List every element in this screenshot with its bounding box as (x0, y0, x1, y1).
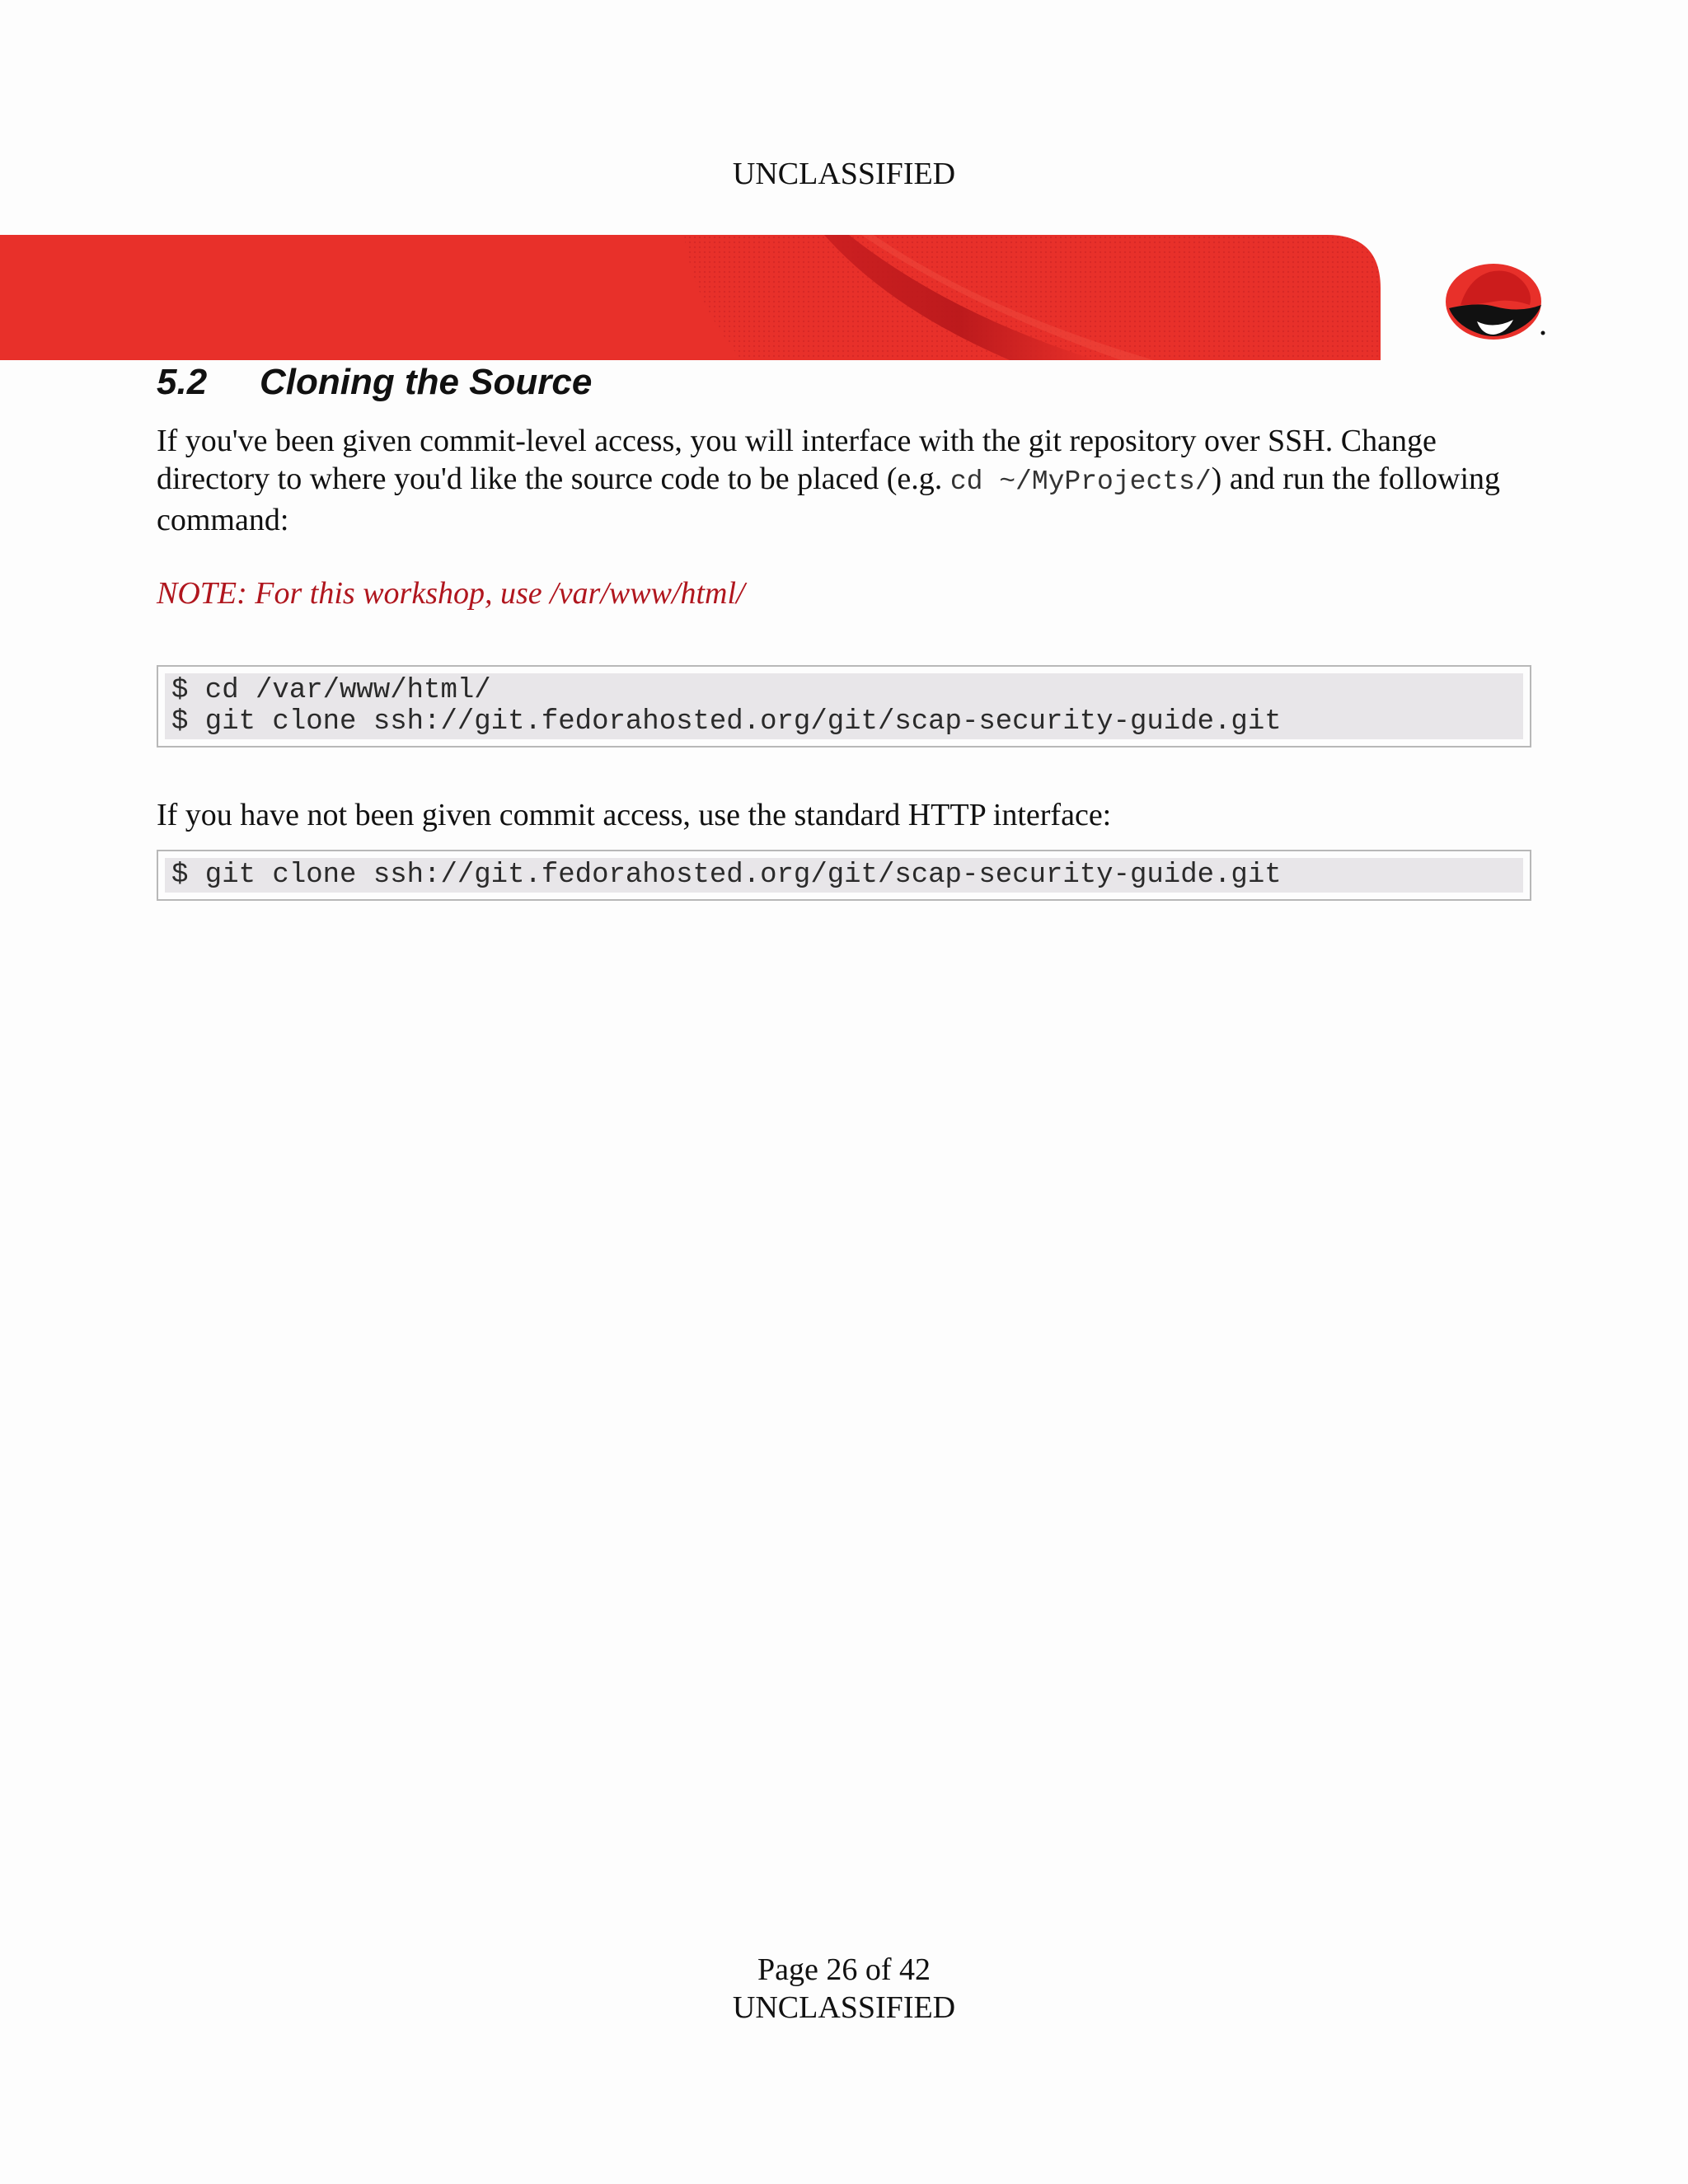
page-number: Page 26 of 42 (757, 1952, 931, 1987)
red-banner-graphic (0, 235, 1381, 360)
intro-paragraph (157, 422, 1541, 539)
code-block-http-body (165, 858, 1523, 893)
classification-header: UNCLASSIFIED (732, 157, 956, 191)
code-line-git-clone: $ git clone ssh://git.fedorahosted.org/git/scap-security-guide.git (171, 706, 1282, 738)
code-line-git-clone-http: $ git clone ssh://git.fedorahosted.org/git/scap-security-guide.git (171, 860, 1282, 891)
section-heading (157, 359, 592, 405)
code-block-ssh (157, 665, 1531, 748)
code-block-http (157, 850, 1531, 901)
code-block-ssh-body (165, 673, 1523, 739)
intro-text-before: If you've been given commit-level access, you will interface with the git repository over SSH. Change directory to where you'd like the source code to be placed (e.g. (157, 424, 1437, 496)
code-line-cd: $ cd /var/www/html/ (171, 675, 491, 706)
classification-footer: UNCLASSIFIED (732, 1990, 956, 2025)
section-number: 5.2 (157, 362, 208, 402)
workshop-note: NOTE: For this workshop, use /var/www/html/ (157, 576, 745, 611)
http-intro-paragraph: If you have not been given commit access, use the standard HTTP interface: (157, 798, 1112, 832)
inline-code-cd: cd ~/MyProjects/ (950, 466, 1212, 497)
section-title: Cloning the Source (260, 362, 593, 402)
intro-text-after: ) and run the following command: (157, 462, 1501, 537)
red-hat-shadowman-icon (1444, 254, 1548, 343)
